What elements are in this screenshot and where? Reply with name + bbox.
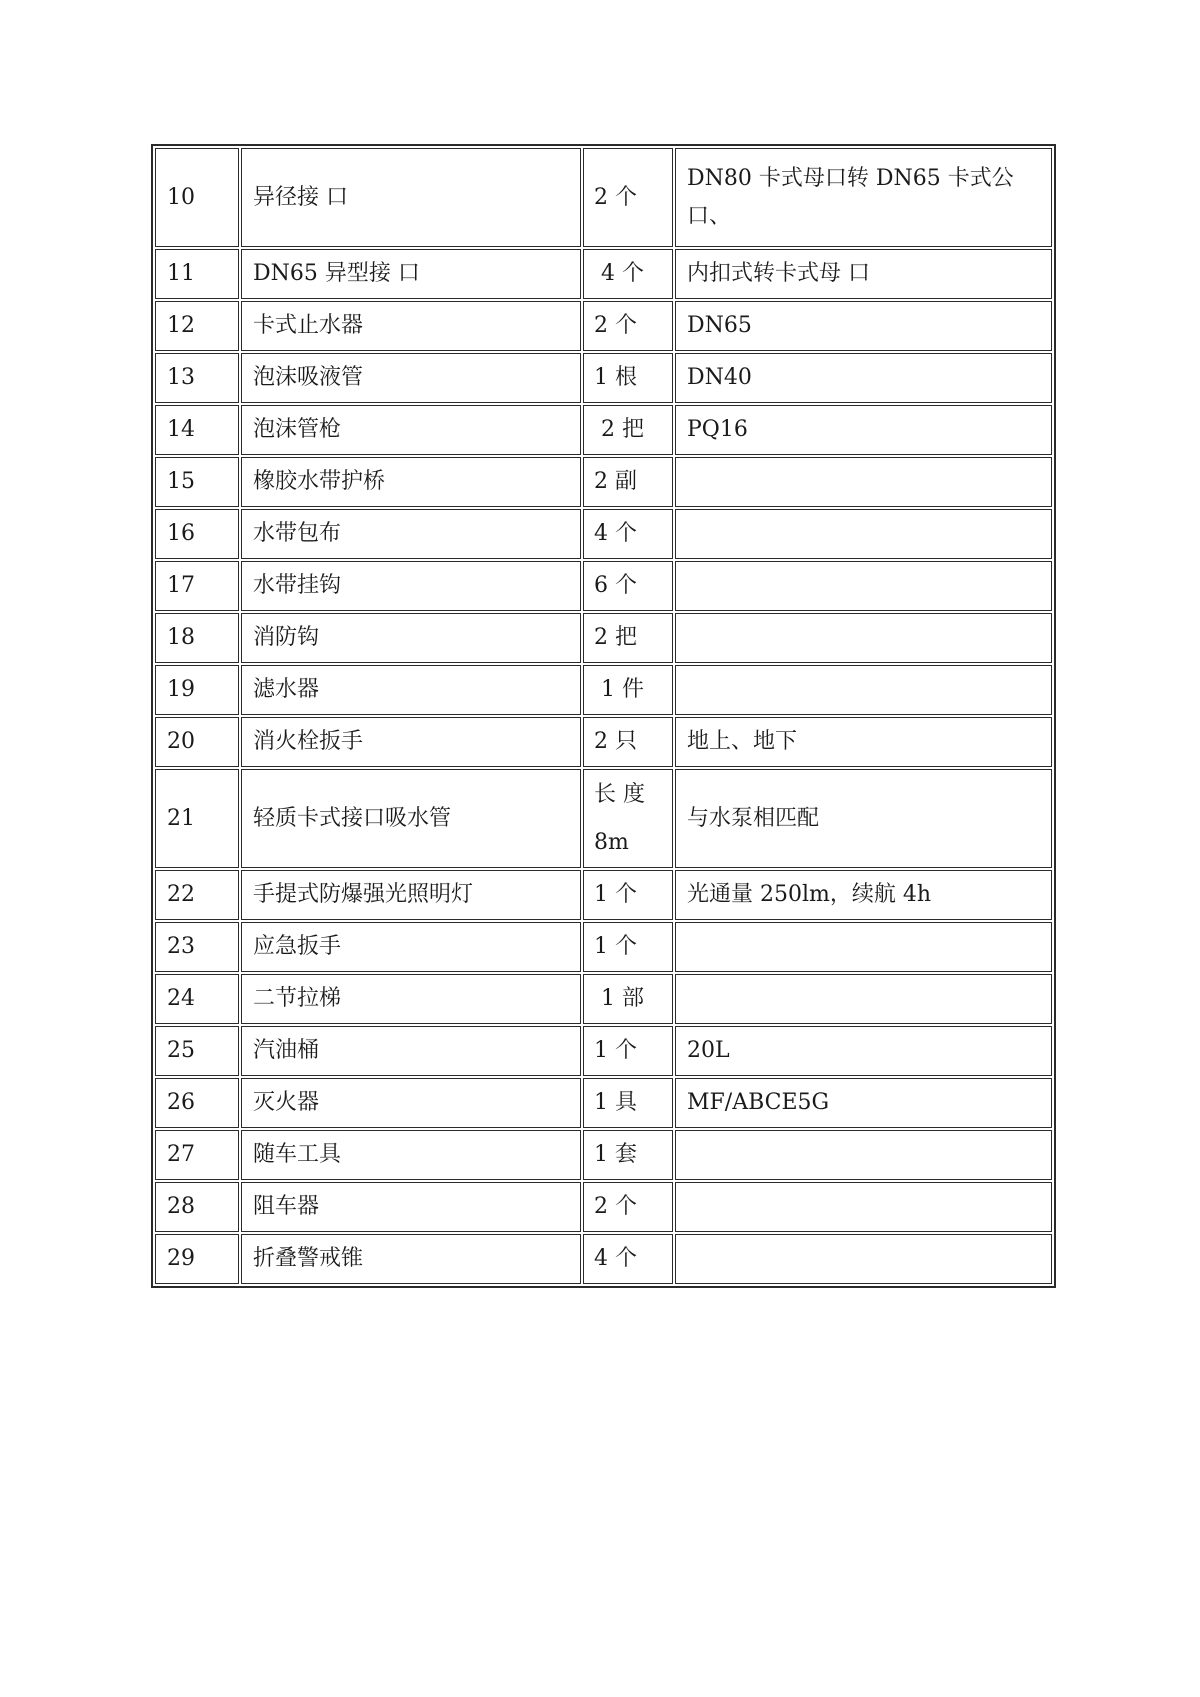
table-row	[155, 613, 1052, 663]
item-note: 20L	[675, 1026, 1052, 1076]
table-row	[155, 249, 1052, 299]
item-quantity: 4 个	[583, 509, 673, 559]
item-name: 泡沫吸液管	[241, 353, 581, 403]
item-quantity: 2 把	[583, 613, 673, 663]
item-number: 24	[155, 974, 239, 1024]
item-number: 20	[155, 717, 239, 767]
table-row	[155, 353, 1052, 403]
item-note: DN80 卡式母口转 DN65 卡式公口、	[675, 148, 1052, 247]
table-row	[155, 405, 1052, 455]
item-name: 汽油桶	[241, 1026, 581, 1076]
item-number: 25	[155, 1026, 239, 1076]
item-note: PQ16	[675, 405, 1052, 455]
item-number: 18	[155, 613, 239, 663]
item-quantity: 1 个	[583, 870, 673, 920]
equipment-table-body	[155, 148, 1052, 1284]
item-name: 卡式止水器	[241, 301, 581, 351]
item-quantity: 1 部	[583, 974, 673, 1024]
item-number: 27	[155, 1130, 239, 1180]
table-row	[155, 1078, 1052, 1128]
item-note	[675, 1234, 1052, 1284]
item-quantity: 2 只	[583, 717, 673, 767]
item-note: 光通量 250lm，续航 4h	[675, 870, 1052, 920]
item-name: 水带挂钩	[241, 561, 581, 611]
table-row	[155, 717, 1052, 767]
item-name: 阻车器	[241, 1182, 581, 1232]
item-quantity: 1 件	[583, 665, 673, 715]
item-name: 灭火器	[241, 1078, 581, 1128]
item-name: 手提式防爆强光照明灯	[241, 870, 581, 920]
item-name: 消火栓扳手	[241, 717, 581, 767]
item-note	[675, 665, 1052, 715]
table-row	[155, 1026, 1052, 1076]
table-row	[155, 769, 1052, 868]
item-note: DN65	[675, 301, 1052, 351]
table-row	[155, 509, 1052, 559]
item-name: 折叠警戒锥	[241, 1234, 581, 1284]
item-note: MF/ABCE5G	[675, 1078, 1052, 1128]
item-quantity: 4 个	[583, 249, 673, 299]
table-row	[155, 665, 1052, 715]
item-number: 28	[155, 1182, 239, 1232]
item-number: 23	[155, 922, 239, 972]
item-number: 12	[155, 301, 239, 351]
item-name: 随车工具	[241, 1130, 581, 1180]
item-note	[675, 1130, 1052, 1180]
table-row	[155, 1130, 1052, 1180]
item-note	[675, 974, 1052, 1024]
item-number: 21	[155, 769, 239, 868]
table-row	[155, 974, 1052, 1024]
item-quantity: 1 套	[583, 1130, 673, 1180]
item-name: 橡胶水带护桥	[241, 457, 581, 507]
item-note	[675, 922, 1052, 972]
item-quantity: 1 具	[583, 1078, 673, 1128]
item-name: DN65 异型接 口	[241, 249, 581, 299]
item-name: 二节拉梯	[241, 974, 581, 1024]
item-quantity: 2 个	[583, 1182, 673, 1232]
item-name: 轻质卡式接口吸水管	[241, 769, 581, 868]
item-quantity: 6 个	[583, 561, 673, 611]
item-note	[675, 457, 1052, 507]
item-name: 滤水器	[241, 665, 581, 715]
item-number: 29	[155, 1234, 239, 1284]
item-number: 14	[155, 405, 239, 455]
item-quantity: 2 把	[583, 405, 673, 455]
table-row	[155, 922, 1052, 972]
item-quantity: 1 个	[583, 922, 673, 972]
item-name: 泡沫管枪	[241, 405, 581, 455]
item-quantity: 2 个	[583, 301, 673, 351]
equipment-table	[151, 144, 1056, 1288]
item-quantity: 1 个	[583, 1026, 673, 1076]
item-note: 内扣式转卡式母 口	[675, 249, 1052, 299]
item-quantity: 2 副	[583, 457, 673, 507]
table-row	[155, 561, 1052, 611]
item-number: 19	[155, 665, 239, 715]
item-note: DN40	[675, 353, 1052, 403]
table-row	[155, 1182, 1052, 1232]
item-quantity: 4 个	[583, 1234, 673, 1284]
item-name: 水带包布	[241, 509, 581, 559]
item-number: 22	[155, 870, 239, 920]
item-quantity: 2 个	[583, 148, 673, 247]
item-number: 16	[155, 509, 239, 559]
table-row	[155, 870, 1052, 920]
item-note	[675, 1182, 1052, 1232]
item-number: 15	[155, 457, 239, 507]
item-number: 11	[155, 249, 239, 299]
item-name: 消防钩	[241, 613, 581, 663]
table-row	[155, 148, 1052, 247]
table-row	[155, 301, 1052, 351]
item-number: 13	[155, 353, 239, 403]
item-name: 应急扳手	[241, 922, 581, 972]
table-row	[155, 1234, 1052, 1284]
item-number: 26	[155, 1078, 239, 1128]
item-note: 地上、地下	[675, 717, 1052, 767]
item-name: 异径接 口	[241, 148, 581, 247]
item-note: 与水泵相匹配	[675, 769, 1052, 868]
item-note	[675, 561, 1052, 611]
item-quantity: 长 度 8m	[583, 769, 673, 868]
item-note	[675, 613, 1052, 663]
table-row	[155, 457, 1052, 507]
item-note	[675, 509, 1052, 559]
item-quantity: 1 根	[583, 353, 673, 403]
item-number: 17	[155, 561, 239, 611]
item-number: 10	[155, 148, 239, 247]
